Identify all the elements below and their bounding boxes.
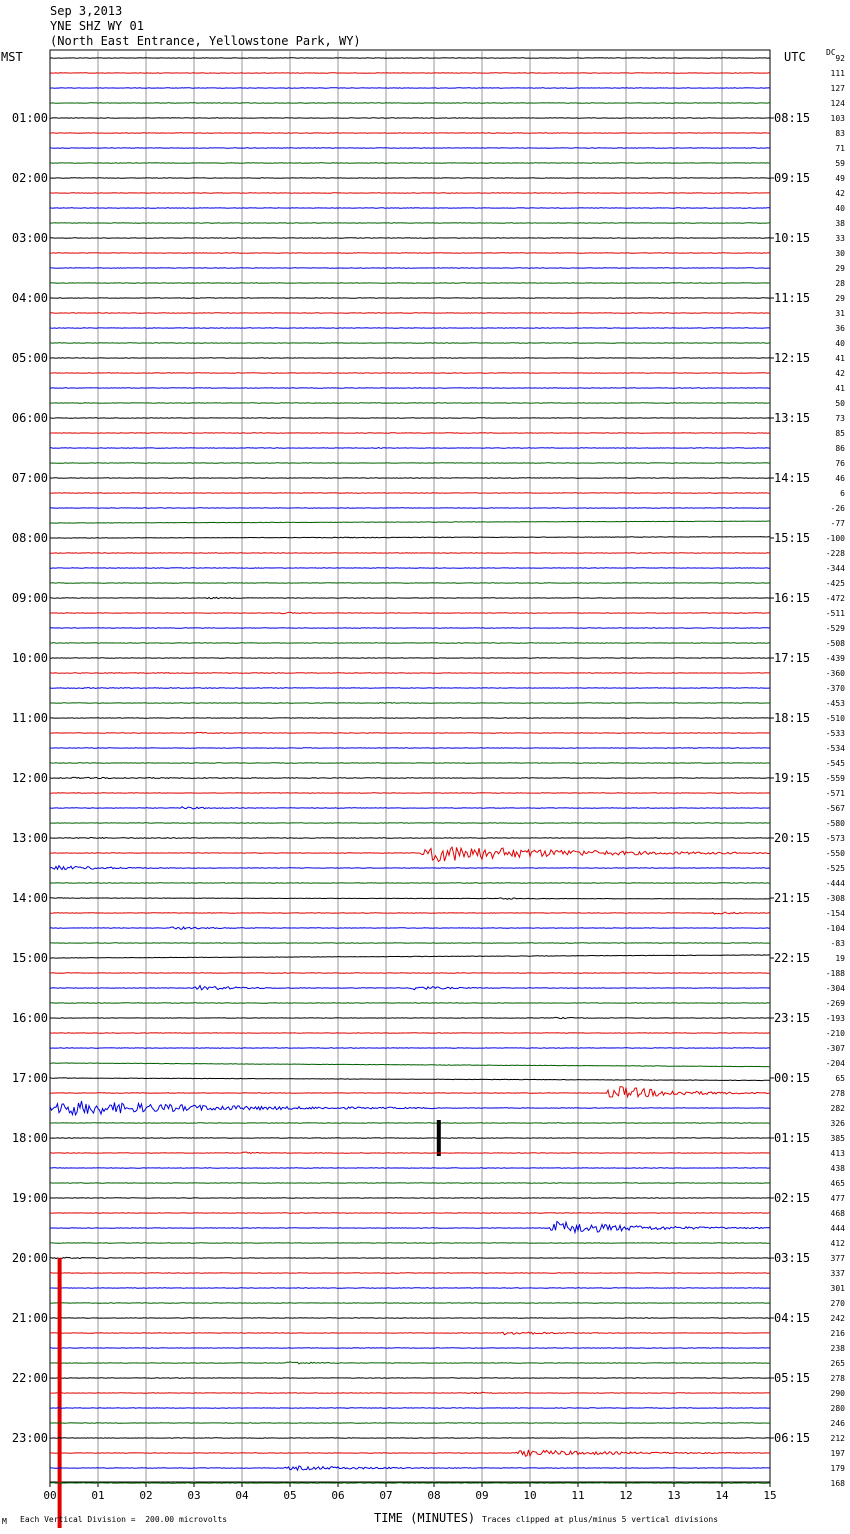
- dc-offset-value: 337: [830, 1269, 845, 1278]
- right-timezone-label: UTC: [784, 50, 806, 64]
- left-hour-label: 12:00: [11, 771, 48, 785]
- dc-offset-value: -510: [825, 714, 845, 723]
- dc-offset-value: -204: [825, 1059, 845, 1068]
- left-hour-label: 19:00: [11, 1191, 48, 1205]
- dc-offset-value: 111: [830, 69, 845, 78]
- dc-offset-value: -425: [825, 579, 845, 588]
- seismic-trace: [50, 1078, 770, 1081]
- left-hour-label: 14:00: [11, 891, 48, 905]
- dc-offset-value: -26: [830, 504, 845, 513]
- dc-offset-value: 465: [830, 1179, 845, 1188]
- right-hour-label: 16:15: [774, 591, 811, 605]
- dc-offset-value: 42: [835, 369, 845, 378]
- dc-offset-value: 83: [835, 129, 845, 138]
- right-hour-label: 19:15: [774, 771, 811, 785]
- left-hour-label: 17:00: [11, 1071, 48, 1085]
- left-hour-label: 23:00: [11, 1431, 48, 1445]
- left-hour-label: 01:00: [11, 111, 48, 125]
- dc-offset-value: -529: [825, 624, 845, 633]
- trace-spike: [437, 1120, 441, 1156]
- left-timezone-label: MST: [1, 50, 23, 64]
- seismic-trace: [50, 1101, 770, 1115]
- seismic-trace: [50, 1257, 770, 1258]
- right-hour-label: 17:15: [774, 651, 811, 665]
- right-hour-label: 10:15: [774, 231, 811, 245]
- dc-offset-value: 377: [830, 1254, 845, 1263]
- dc-offset-value: 40: [835, 204, 845, 213]
- dc-offset-value: -193: [825, 1014, 845, 1023]
- right-hour-label: 04:15: [774, 1311, 811, 1325]
- x-tick-label: 09: [475, 1489, 489, 1502]
- dc-offset-value: -559: [825, 774, 845, 783]
- dc-offset-value: 168: [830, 1479, 845, 1488]
- dc-offset-value: 326: [830, 1119, 845, 1128]
- dc-offset-value: -360: [825, 669, 845, 678]
- x-tick-label: 03: [187, 1489, 201, 1502]
- left-hour-label: 04:00: [11, 291, 48, 305]
- seismic-trace: [50, 673, 770, 674]
- dc-offset-value: 65: [835, 1074, 845, 1083]
- dc-offset-value: 179: [830, 1464, 845, 1473]
- dc-offset-value: 278: [830, 1089, 845, 1098]
- left-hour-label: 07:00: [11, 471, 48, 485]
- dc-offset-value: -77: [830, 519, 845, 528]
- dc-offset-value: 6: [840, 489, 845, 498]
- dc-offset-value: 438: [830, 1164, 845, 1173]
- x-tick-label: 04: [235, 1489, 249, 1502]
- right-hour-label: 21:15: [774, 891, 811, 905]
- dc-offset-value: 41: [835, 384, 845, 393]
- dc-offset-value: -188: [825, 969, 845, 978]
- right-hour-label: 11:15: [774, 291, 811, 305]
- station-location: (North East Entrance, Yellowstone Park, WY): [50, 34, 361, 48]
- dc-offset-value: 92: [835, 54, 845, 63]
- dc-offset-value: -344: [825, 564, 845, 573]
- dc-offset-value: -511: [825, 609, 845, 618]
- left-hour-label: 16:00: [11, 1011, 48, 1025]
- seismic-trace: [50, 1450, 770, 1456]
- x-tick-label: 13: [667, 1489, 681, 1502]
- dc-offset-value: 216: [830, 1329, 845, 1338]
- dc-offset-value: 59: [835, 159, 845, 168]
- dc-offset-value: 40: [835, 339, 845, 348]
- seismic-trace: [50, 912, 770, 914]
- dc-offset-value: 238: [830, 1344, 845, 1353]
- dc-offset-value: -83: [830, 939, 845, 948]
- dc-offset-value: -545: [825, 759, 845, 768]
- dc-offset-value: -534: [825, 744, 845, 753]
- right-hour-label: 08:15: [774, 111, 811, 125]
- dc-offset-value: 29: [835, 264, 845, 273]
- dc-offset-value: 477: [830, 1194, 845, 1203]
- trace-spike: [58, 1258, 62, 1528]
- dc-offset-value: 103: [830, 114, 845, 123]
- dc-offset-value: -533: [825, 729, 845, 738]
- right-hour-label: 18:15: [774, 711, 811, 725]
- seismic-trace: [50, 597, 770, 598]
- right-hour-label: 03:15: [774, 1251, 811, 1265]
- dc-offset-value: 76: [835, 459, 845, 468]
- dc-offset-value: -100: [825, 534, 845, 543]
- x-tick-label: 00: [43, 1489, 57, 1502]
- x-tick-label: 14: [715, 1489, 729, 1502]
- dc-offset-value: 468: [830, 1209, 845, 1218]
- corner-mark: M: [2, 1517, 7, 1526]
- dc-offset-value: 246: [830, 1419, 845, 1428]
- seismic-trace: [50, 521, 770, 523]
- left-hour-label: 09:00: [11, 591, 48, 605]
- x-tick-label: 10: [523, 1489, 537, 1502]
- seismic-trace: [50, 1087, 770, 1097]
- dc-offset-value: 301: [830, 1284, 845, 1293]
- dc-offset-value: 212: [830, 1434, 845, 1443]
- dc-offset-value: 413: [830, 1149, 845, 1158]
- left-hour-label: 05:00: [11, 351, 48, 365]
- dc-offset-value: 33: [835, 234, 845, 243]
- right-hour-label: 23:15: [774, 1011, 811, 1025]
- left-hour-label: 15:00: [11, 951, 48, 965]
- seismic-trace: [50, 986, 770, 990]
- dc-offset-value: 73: [835, 414, 845, 423]
- seismic-trace: [50, 1063, 770, 1067]
- left-hour-label: 22:00: [11, 1371, 48, 1385]
- left-hour-label: 21:00: [11, 1311, 48, 1325]
- seismic-trace: [50, 777, 770, 778]
- dc-offset-value: -573: [825, 834, 845, 843]
- seismic-trace: [50, 1152, 770, 1154]
- seismic-trace: [50, 1466, 770, 1470]
- right-hour-label: 22:15: [774, 951, 811, 965]
- seismic-trace: [50, 1392, 770, 1393]
- right-hour-label: 00:15: [774, 1071, 811, 1085]
- dc-offset-value: 30: [835, 249, 845, 258]
- dc-offset-value: 265: [830, 1359, 845, 1368]
- seismic-trace: [50, 955, 770, 958]
- seismic-trace: [50, 1332, 770, 1335]
- seismic-trace: [50, 537, 770, 539]
- dc-offset-value: 278: [830, 1374, 845, 1383]
- seismic-trace: [50, 807, 770, 809]
- dc-offset-value: -567: [825, 804, 845, 813]
- dc-offset-value: 36: [835, 324, 845, 333]
- x-tick-label: 05: [283, 1489, 297, 1502]
- left-hour-label: 13:00: [11, 831, 48, 845]
- dc-offset-value: 49: [835, 174, 845, 183]
- seismic-trace: [50, 898, 770, 900]
- dc-offset-value: -525: [825, 864, 845, 873]
- dc-offset-value: 385: [830, 1134, 845, 1143]
- x-tick-label: 15: [763, 1489, 777, 1502]
- right-hour-label: 06:15: [774, 1431, 811, 1445]
- seismic-trace: [50, 732, 770, 733]
- seismic-trace: [50, 703, 770, 704]
- left-hour-label: 06:00: [11, 411, 48, 425]
- dc-offset-value: -210: [825, 1029, 845, 1038]
- right-hour-label: 09:15: [774, 171, 811, 185]
- seismic-trace: [50, 612, 770, 613]
- seismic-trace: [50, 866, 770, 870]
- dc-offset-value: -370: [825, 684, 845, 693]
- dc-offset-value: -104: [825, 924, 845, 933]
- dc-offset-value: -571: [825, 789, 845, 798]
- dc-offset-value: -580: [825, 819, 845, 828]
- left-hour-label: 08:00: [11, 531, 48, 545]
- right-hour-label: 05:15: [774, 1371, 811, 1385]
- dc-offset-value: 86: [835, 444, 845, 453]
- dc-offset-header: DC: [826, 48, 836, 57]
- dc-offset-value: 242: [830, 1314, 845, 1323]
- dc-offset-value: 282: [830, 1104, 845, 1113]
- record-date: Sep 3,2013: [50, 4, 123, 18]
- dc-offset-value: 412: [830, 1239, 845, 1248]
- dc-offset-value: -307: [825, 1044, 845, 1053]
- dc-offset-value: -269: [825, 999, 845, 1008]
- right-hour-label: 02:15: [774, 1191, 811, 1205]
- seismic-trace: [50, 447, 770, 448]
- station-code: YNE SHZ WY 01: [50, 19, 144, 33]
- dc-offset-value: -304: [825, 984, 845, 993]
- left-hour-label: 10:00: [11, 651, 48, 665]
- left-hour-label: 20:00: [11, 1251, 48, 1265]
- seismic-trace: [50, 688, 770, 689]
- dc-offset-value: -308: [825, 894, 845, 903]
- right-hour-label: 13:15: [774, 411, 811, 425]
- dc-offset-value: 42: [835, 189, 845, 198]
- dc-offset-value: -453: [825, 699, 845, 708]
- dc-offset-value: 124: [830, 99, 845, 108]
- dc-offset-value: 50: [835, 399, 845, 408]
- dc-offset-value: -444: [825, 879, 845, 888]
- seismic-trace: [50, 1017, 770, 1018]
- x-tick-label: 11: [571, 1489, 585, 1502]
- dc-offset-value: 444: [830, 1224, 845, 1233]
- scale-note: Each Vertical Division = 200.00 microvolts: [20, 1515, 228, 1524]
- dc-offset-value: -550: [825, 849, 845, 858]
- x-tick-label: 08: [427, 1489, 441, 1502]
- dc-offset-value: -439: [825, 654, 845, 663]
- seismic-trace: [50, 927, 770, 929]
- dc-offset-value: 31: [835, 309, 845, 318]
- right-hour-label: 20:15: [774, 831, 811, 845]
- dc-offset-value: -228: [825, 549, 845, 558]
- clipping-note: Traces clipped at plus/minus 5 vertical divisions: [482, 1515, 719, 1524]
- left-hour-label: 02:00: [11, 171, 48, 185]
- dc-offset-value: 28: [835, 279, 845, 288]
- x-axis-title: TIME (MINUTES): [374, 1511, 476, 1525]
- dc-offset-value: 197: [830, 1449, 845, 1458]
- right-hour-label: 14:15: [774, 471, 811, 485]
- dc-offset-value: -472: [825, 594, 845, 603]
- dc-offset-value: 71: [835, 144, 845, 153]
- dc-offset-value: 41: [835, 354, 845, 363]
- dc-offset-value: 127: [830, 84, 845, 93]
- seismic-trace: [50, 1362, 770, 1364]
- seismic-trace: [50, 1221, 770, 1232]
- right-hour-label: 12:15: [774, 351, 811, 365]
- x-tick-label: 01: [91, 1489, 105, 1502]
- seismic-trace: [50, 838, 770, 839]
- dc-offset-value: 46: [835, 474, 845, 483]
- x-tick-label: 12: [619, 1489, 633, 1502]
- left-hour-label: 11:00: [11, 711, 48, 725]
- x-tick-label: 06: [331, 1489, 345, 1502]
- plot-frame: [50, 50, 770, 1482]
- dc-offset-value: 290: [830, 1389, 845, 1398]
- dc-offset-value: 270: [830, 1299, 845, 1308]
- left-hour-label: 03:00: [11, 231, 48, 245]
- seismic-trace: [50, 847, 770, 861]
- dc-offset-value: 29: [835, 294, 845, 303]
- dc-offset-value: 38: [835, 219, 845, 228]
- dc-offset-value: 85: [835, 429, 845, 438]
- x-tick-label: 07: [379, 1489, 393, 1502]
- dc-offset-value: -508: [825, 639, 845, 648]
- right-hour-label: 01:15: [774, 1131, 811, 1145]
- dc-offset-value: -154: [825, 909, 845, 918]
- dc-offset-value: 19: [835, 954, 845, 963]
- x-tick-label: 02: [139, 1489, 153, 1502]
- dc-offset-value: 280: [830, 1404, 845, 1413]
- left-hour-label: 18:00: [11, 1131, 48, 1145]
- right-hour-label: 15:15: [774, 531, 811, 545]
